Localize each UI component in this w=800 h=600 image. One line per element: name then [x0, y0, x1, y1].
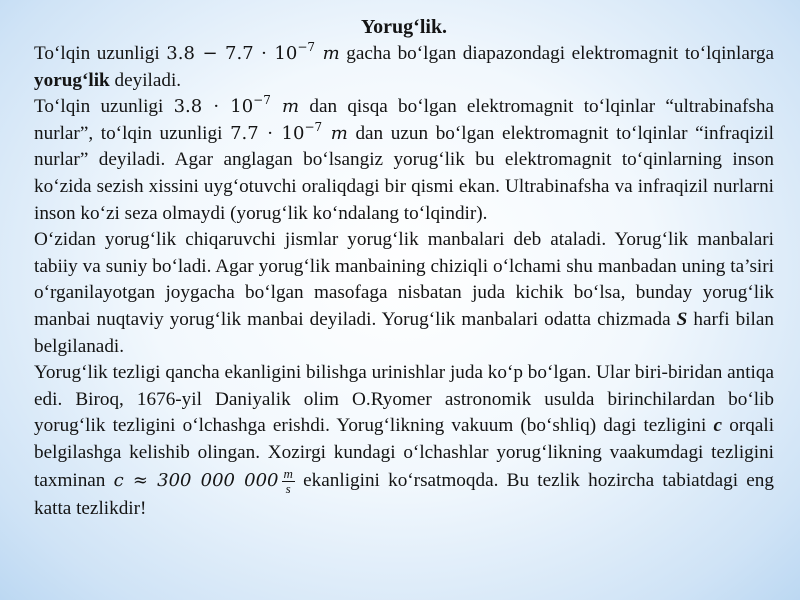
- paragraph-uv-ir: [34, 94, 774, 227]
- p1-text-a: To‘lqin uzunligi: [34, 43, 160, 64]
- term-light: yorug‘lik: [34, 69, 110, 91]
- p2-text-c: dan uzun bo‘lgan elektromagnit to‘lqinlar “infraqizil nurlar” deyiladi. Agar anglagan bo‘lsangiz yorug‘lik bu elektromagnit to‘qinlarning inson ko‘zida sezish xissini uyg‘otuvchi oraliqdagi bir qismi ekan. Ultrabinafsha va infraqizil nurlarni inson ko‘zi seza olmaydi (yorug‘lik ko‘ndalang to‘lqindir).: [34, 122, 775, 224]
- p2-text-a: To‘lqin uzunligi: [34, 96, 164, 118]
- paragraph-definition: [34, 41, 774, 94]
- ir-limit-formula: $7.7 \cdot 10^{-7}$ m: [230, 119, 348, 144]
- unit-fraction-m-per-s: $\frac{m}{s}$: [283, 465, 293, 496]
- speed-of-light-formula: c ≈ 300 000 000: [113, 469, 279, 491]
- p2-text-b: dan qisqa bo‘lgan elektromagnit to‘lqinlar “ultrabinafsha nurlar”, to‘lqin uzunligi: [34, 96, 775, 144]
- p1-text-b: gacha bo‘lgan diapazondagi elektromagnit to‘lqinlarga: [346, 43, 774, 64]
- paragraph-speed-of-light: [34, 360, 774, 522]
- symbol-s: S: [676, 308, 688, 330]
- wavelength-range-formula: $3.8 - 7.7 \cdot 10^{-7}$ m: [166, 40, 340, 64]
- symbol-c: c: [713, 415, 723, 437]
- p1-text-c: deyiladi.: [114, 69, 182, 91]
- p3-text-a: O‘zidan yorug‘lik chiqaruvchi jismlar yorug‘lik manbalari deb ataladi. Yorug‘lik manbalari tabiiy va suniy bo‘ladi. Agar yorug‘lik manbaining chiziqli o‘lchami shu manbadan uning ta’siri o‘rganilayotgan joygacha bo‘lgan masofaga nisbatan juda kichik bo‘lsa, bunday yorug‘lik manbai nuqtaviy yorug‘lik manbai deyiladi. Yorug‘lik manbalari odatta chizmada: [34, 229, 774, 330]
- uv-limit-formula: $3.8 \cdot 10^{-7}$ m: [173, 93, 300, 118]
- p4-text-c: ekanligini ko‘rsatmoqda. Bu tezlik hozircha tabiatdagi eng katta tezlikdir!: [34, 469, 774, 519]
- p3-text-b: harfi bilan belgilanadi.: [34, 308, 774, 357]
- paragraph-light-sources: [34, 227, 774, 360]
- slide-title: Yorug‘lik.: [360, 16, 448, 38]
- p4-text-a: Yorug‘lik tezligi qancha ekanligini bilishga urinishlar juda ko‘p bo‘lgan. Ular biri-biridan antiqa edi. Biroq, 1676-yil Daniyalik olim O.Ryomer astronomik usulda birinchilardan bo‘lib yorug‘lik tezligini o‘lchashga erishdi. Yorug‘likning vakuum (bo‘shliq) dagi tezligini: [34, 362, 774, 437]
- p4-text-b: orqali belgilashga kelishib olingan. Xozirgi kundagi o‘lchashlar yorug‘likning vaakumdagi tezligini taxminan: [34, 415, 775, 491]
